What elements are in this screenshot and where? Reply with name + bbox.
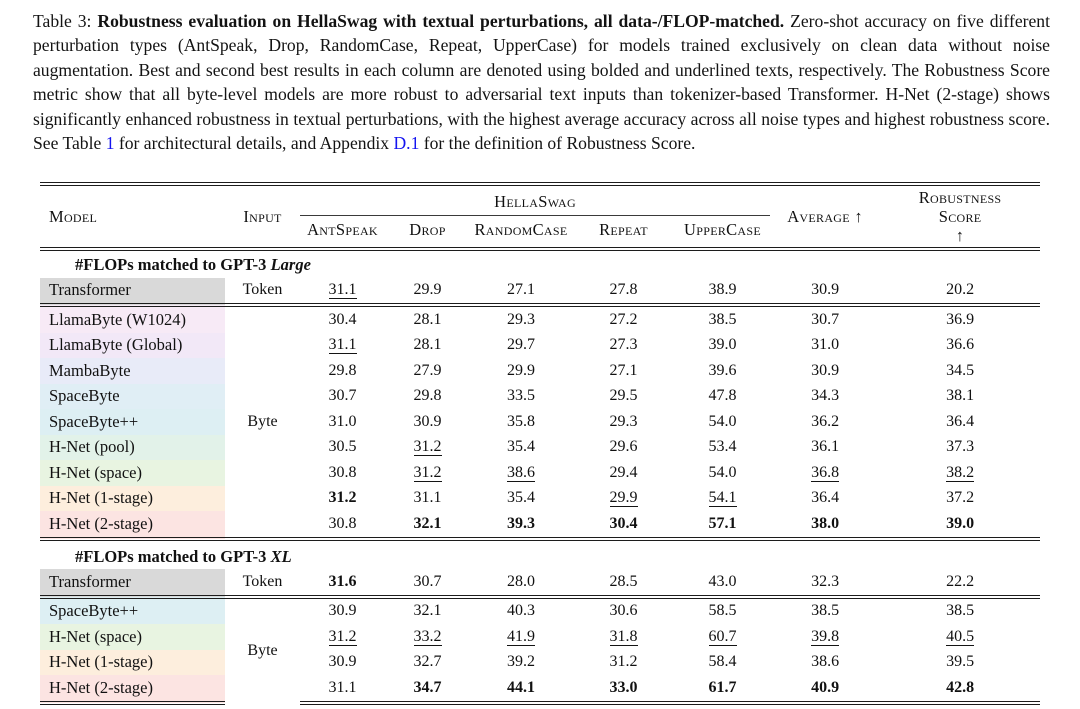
value: 35.4 (507, 438, 535, 456)
model-cell: H-Net (pool) (40, 435, 225, 461)
value: 27.1 (609, 361, 638, 379)
section-title-prefix: #FLOPs matched to GPT-3 (75, 255, 271, 275)
value: 34.5 (946, 361, 975, 379)
value: 28.1 (413, 310, 442, 328)
best-value: 31.6 (328, 572, 357, 590)
value-cell (770, 511, 880, 539)
value-cell (572, 358, 675, 384)
value-cell (385, 384, 470, 410)
table-row (40, 569, 1040, 597)
section-title (40, 539, 1040, 570)
value: 27.2 (609, 310, 638, 328)
value-cell (300, 597, 385, 625)
value: 29.3 (609, 412, 638, 430)
best-value: 30.4 (609, 514, 638, 532)
header-subcol-repeat: Repeat (572, 216, 675, 250)
value-cell (675, 511, 770, 539)
value-cell (385, 650, 470, 676)
value-cell (675, 597, 770, 625)
value: 53.4 (708, 438, 737, 456)
header-subcol-drop: Drop (385, 216, 470, 250)
value: 36.1 (811, 438, 840, 456)
second-best-value: 31.2 (328, 627, 357, 645)
model-cell: SpaceByte++ (40, 597, 225, 625)
value-cell (675, 305, 770, 333)
value-cell (470, 384, 572, 410)
best-value: 39.0 (946, 514, 975, 532)
value-cell (470, 597, 572, 625)
value-cell (300, 384, 385, 410)
value-cell (880, 569, 1040, 597)
value-cell (385, 460, 470, 486)
value-cell (470, 624, 572, 650)
value-cell (880, 278, 1040, 306)
value-cell (470, 460, 572, 486)
model-cell: H-Net (2-stage) (40, 675, 225, 703)
second-best-value: 36.8 (811, 463, 840, 481)
value-cell (880, 384, 1040, 410)
value: 36.6 (946, 336, 975, 354)
value: 30.7 (811, 310, 840, 328)
value: 22.2 (946, 572, 975, 590)
value-cell (770, 597, 880, 625)
best-value: 32.1 (413, 514, 442, 532)
value-cell (880, 486, 1040, 512)
value-cell (770, 486, 880, 512)
model-cell: H-Net (1-stage) (40, 650, 225, 676)
value-cell (572, 305, 675, 333)
value-cell (385, 569, 470, 597)
input-cell: Token (225, 569, 300, 597)
value: 30.9 (811, 281, 840, 299)
section-title-prefix: #FLOPs matched to GPT-3 (75, 546, 271, 566)
value-cell (470, 486, 572, 512)
best-value: 31.2 (328, 489, 357, 507)
best-value: 33.0 (609, 678, 638, 696)
input-cell-byte: Byte (247, 641, 278, 659)
up-arrow-icon: ↑ (854, 206, 863, 226)
value: 36.9 (946, 310, 975, 328)
best-value: 40.9 (811, 678, 840, 696)
best-value: 39.3 (507, 514, 535, 532)
value-cell (470, 305, 572, 333)
table-row (40, 435, 1040, 461)
model-cell: H-Net (space) (40, 460, 225, 486)
value: 30.6 (609, 602, 638, 620)
value: 38.9 (708, 281, 737, 299)
table-row (40, 486, 1040, 512)
value: 31.2 (609, 653, 638, 671)
value: 36.4 (811, 489, 840, 507)
value-cell (300, 650, 385, 676)
value: 29.9 (413, 281, 442, 299)
table-row (40, 511, 1040, 539)
table-caption (0, 0, 1080, 155)
value-cell (300, 358, 385, 384)
appendix-ref-link[interactable]: D.1 (393, 133, 420, 154)
value: 39.6 (708, 361, 737, 379)
model-cell: Transformer (40, 278, 225, 306)
value-cell (880, 650, 1040, 676)
table-row (40, 460, 1040, 486)
value-cell (770, 569, 880, 597)
value-cell (470, 650, 572, 676)
model-cell: SpaceByte (40, 384, 225, 410)
value-cell (770, 305, 880, 333)
value: 27.8 (609, 281, 638, 299)
value-cell (300, 624, 385, 650)
value: 32.7 (413, 653, 442, 671)
value: 29.7 (507, 336, 535, 354)
value: 39.5 (946, 653, 975, 671)
value: 35.8 (507, 412, 535, 430)
value-cell (572, 409, 675, 435)
second-best-value: 60.7 (708, 627, 737, 645)
value-cell (675, 650, 770, 676)
value-cell (572, 460, 675, 486)
up-arrow-icon: ↑ (955, 226, 965, 246)
header-average (770, 184, 880, 249)
value: 43.0 (708, 572, 737, 590)
value: 39.0 (708, 336, 737, 354)
value-cell (675, 675, 770, 703)
value: 38.1 (946, 387, 975, 405)
value-cell (385, 358, 470, 384)
value-cell (300, 569, 385, 597)
model-cell: LlamaByte (W1024) (40, 305, 225, 333)
second-best-value: 31.8 (609, 627, 638, 645)
model-cell: H-Net (1-stage) (40, 486, 225, 512)
header-input: Input (225, 184, 300, 249)
value-cell (880, 597, 1040, 625)
header-subcol-randomcase: RandomCase (470, 216, 572, 250)
value-cell (572, 486, 675, 512)
section-title (40, 249, 1040, 278)
second-best-value: 41.9 (507, 627, 535, 645)
value-cell (300, 333, 385, 359)
model-cell: LlamaByte (Global) (40, 333, 225, 359)
best-value: 44.1 (507, 678, 535, 696)
value-cell (470, 435, 572, 461)
caption-body-2: for architectural details, and Appendix (114, 133, 394, 154)
value-cell (300, 305, 385, 333)
value-cell (385, 511, 470, 539)
value-cell (572, 278, 675, 306)
value: 31.1 (328, 678, 357, 696)
value: 30.9 (811, 361, 840, 379)
value-cell (572, 569, 675, 597)
value-cell (675, 333, 770, 359)
value-cell (880, 675, 1040, 703)
value-cell (880, 358, 1040, 384)
value: 29.6 (609, 438, 638, 456)
table-row (40, 624, 1040, 650)
value-cell (770, 409, 880, 435)
value: 38.5 (946, 602, 975, 620)
value-cell (385, 624, 470, 650)
value: 31.0 (328, 412, 357, 430)
value-cell (572, 675, 675, 703)
value-cell (880, 435, 1040, 461)
header-robustness-score-label: Score (938, 207, 982, 227)
value: 29.8 (328, 361, 357, 379)
value: 29.3 (507, 310, 535, 328)
value: 30.7 (413, 572, 442, 590)
value-cell (470, 409, 572, 435)
input-cell: Token (225, 278, 300, 306)
value-cell (300, 435, 385, 461)
value-cell (770, 333, 880, 359)
value-cell (300, 675, 385, 703)
value-cell (770, 675, 880, 703)
value-cell (470, 569, 572, 597)
value-cell (385, 597, 470, 625)
table-header (40, 184, 1040, 249)
value-cell (572, 435, 675, 461)
value: 35.4 (507, 489, 535, 507)
value: 30.9 (328, 602, 357, 620)
table-row (40, 333, 1040, 359)
value-cell (385, 435, 470, 461)
value: 27.1 (507, 281, 535, 299)
value: 30.8 (328, 514, 357, 532)
value-cell (300, 409, 385, 435)
value-cell (675, 435, 770, 461)
value-cell (572, 511, 675, 539)
value-cell (385, 333, 470, 359)
value: 30.9 (413, 412, 442, 430)
model-cell: H-Net (2-stage) (40, 511, 225, 539)
value-cell (385, 305, 470, 333)
section-title-variant: Large (270, 255, 311, 275)
header-model: Model (40, 184, 225, 249)
table-row (40, 358, 1040, 384)
value: 40.3 (507, 602, 535, 620)
value: 30.5 (328, 438, 357, 456)
value: 54.0 (708, 412, 737, 430)
value: 28.0 (507, 572, 535, 590)
value: 39.2 (507, 653, 535, 671)
value-cell (572, 333, 675, 359)
caption-body-3: for the definition of Robustness Score. (419, 133, 696, 154)
value-cell (470, 511, 572, 539)
value: 47.8 (708, 387, 737, 405)
table-row (40, 675, 1040, 703)
value-cell (880, 333, 1040, 359)
value-cell (470, 358, 572, 384)
table-row (40, 384, 1040, 410)
header-robustness (880, 184, 1040, 249)
model-cell: Transformer (40, 569, 225, 597)
model-cell: SpaceByte++ (40, 409, 225, 435)
second-best-value: 31.2 (413, 438, 442, 456)
value-cell (300, 460, 385, 486)
header-robustness-line1: Robustness (918, 188, 1002, 208)
value: 30.4 (328, 310, 357, 328)
value-cell (300, 486, 385, 512)
best-value: 57.1 (708, 514, 737, 532)
value: 29.4 (609, 463, 638, 481)
value-cell (880, 305, 1040, 333)
value-cell (770, 460, 880, 486)
value: 27.3 (609, 336, 638, 354)
value-cell (675, 278, 770, 306)
value-cell (880, 460, 1040, 486)
value-cell (572, 650, 675, 676)
value-cell (675, 624, 770, 650)
value-cell (572, 624, 675, 650)
value: 34.3 (811, 387, 840, 405)
value: 30.9 (328, 653, 357, 671)
best-value: 34.7 (413, 678, 442, 696)
value: 37.3 (946, 438, 975, 456)
value: 29.5 (609, 387, 638, 405)
value: 28.5 (609, 572, 638, 590)
value-cell (770, 358, 880, 384)
value: 38.6 (811, 653, 840, 671)
table-row (40, 409, 1040, 435)
value-cell (385, 675, 470, 703)
value: 37.2 (946, 489, 975, 507)
value-cell (675, 569, 770, 597)
header-average-label: Average (787, 206, 850, 226)
value-cell (675, 358, 770, 384)
value-cell (470, 675, 572, 703)
value: 58.4 (708, 653, 737, 671)
value: 20.2 (946, 281, 975, 299)
value: 32.3 (811, 572, 840, 590)
table-row (40, 597, 1040, 625)
model-cell: MambaByte (40, 358, 225, 384)
caption-table-label: Table 3: (33, 11, 98, 31)
header-hellaswag-group: HellaSwag (300, 184, 770, 215)
value-cell (880, 409, 1040, 435)
table-row (40, 650, 1040, 676)
value: 27.9 (413, 361, 442, 379)
value-cell (385, 278, 470, 306)
model-cell: H-Net (space) (40, 624, 225, 650)
value-cell (675, 486, 770, 512)
value-cell (385, 409, 470, 435)
value: 38.5 (708, 310, 737, 328)
value-cell (572, 597, 675, 625)
table-body (40, 249, 1040, 703)
input-cell-byte: Byte (247, 412, 278, 430)
value-cell (675, 460, 770, 486)
header-subcol-uppercase: UpperCase (675, 216, 770, 250)
value: 54.0 (708, 463, 737, 481)
best-value: 61.7 (708, 678, 737, 696)
second-best-value: 40.5 (946, 627, 975, 645)
value-cell (770, 435, 880, 461)
second-best-value: 38.2 (946, 463, 975, 481)
value: 31.1 (413, 489, 442, 507)
caption-bold-title: Robustness evaluation on HellaSwag with textual perturbations, all data-/FLOP-matched. (97, 11, 785, 31)
value-cell (470, 333, 572, 359)
value-cell (770, 624, 880, 650)
value: 30.8 (328, 463, 357, 481)
best-value: 42.8 (946, 678, 975, 696)
value: 58.5 (708, 602, 737, 620)
section-title-variant: XL (270, 546, 292, 566)
value-cell (572, 384, 675, 410)
value-cell (880, 624, 1040, 650)
value: 29.9 (507, 361, 535, 379)
second-best-value: 38.6 (507, 463, 535, 481)
results-table (40, 182, 1040, 705)
value-cell (385, 486, 470, 512)
value: 29.8 (413, 387, 442, 405)
value-cell (770, 650, 880, 676)
value: 38.5 (811, 602, 840, 620)
header-robustness-line2 (880, 207, 1040, 245)
value: 36.4 (946, 412, 975, 430)
second-best-value: 33.2 (413, 627, 442, 645)
second-best-value: 31.1 (328, 336, 357, 354)
value-cell (770, 278, 880, 306)
value: 33.5 (507, 387, 535, 405)
value-cell (300, 278, 385, 306)
second-best-value: 29.9 (609, 489, 638, 507)
second-best-value: 54.1 (708, 489, 737, 507)
value-cell (470, 278, 572, 306)
value: 28.1 (413, 336, 442, 354)
second-best-value: 31.1 (328, 281, 357, 299)
value: 31.0 (811, 336, 840, 354)
second-best-value: 31.2 (413, 463, 442, 481)
value-cell (880, 511, 1040, 539)
best-value: 38.0 (811, 514, 840, 532)
value-cell (675, 409, 770, 435)
value: 32.1 (413, 602, 442, 620)
header-subcol-antspeak: AntSpeak (300, 216, 385, 250)
value-cell (770, 384, 880, 410)
value: 36.2 (811, 412, 840, 430)
second-best-value: 39.8 (811, 627, 840, 645)
table-ref-link[interactable]: 1 (105, 133, 115, 154)
value-cell (300, 511, 385, 539)
value: 30.7 (328, 387, 357, 405)
table-row (40, 278, 1040, 306)
caption-body-1: Zero-shot accuracy on five different perturbation types (AntSpeak, Drop, RandomCase, Repeat, UpperCase) for models trained exclusively on clean data without noise augmentation. Best and second best results in each column are denoted using bolded and underlined texts, respectively. The Robustness Score metric show that all byte-level models are more robust to adversarial text inputs than tokenizer-based Transformer. H-Net (2-stage) shows significantly enhanced robustness in textual perturbations, with the highest average accuracy across all noise types and highest robustness score. See Table (33, 11, 1050, 154)
value-cell (675, 384, 770, 410)
table-row (40, 305, 1040, 333)
